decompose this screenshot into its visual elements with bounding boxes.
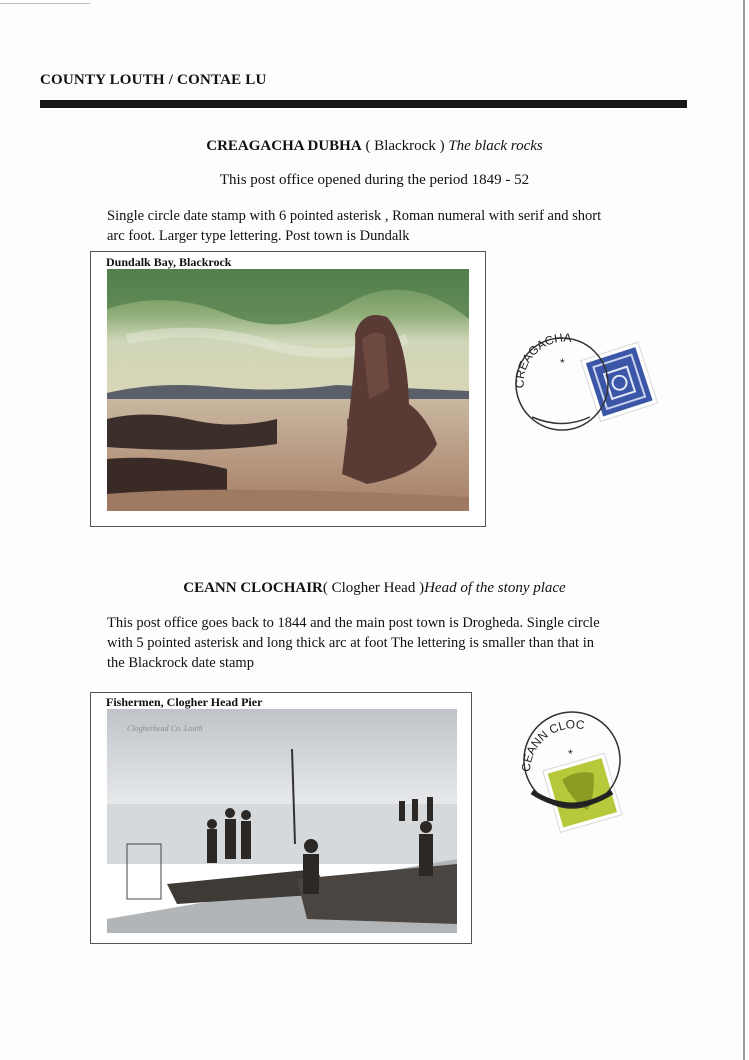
page-header: COUNTY LOUTH / CONTAE LU (40, 72, 267, 88)
description-line: This post office goes back to 1844 and the main post town is Drogheda. Single circle (107, 615, 600, 631)
english-name: ( Clogher Head ) (322, 580, 425, 596)
svg-text:*: * (560, 356, 565, 370)
postmark-text: CREAGACHA (512, 330, 572, 389)
postcard-caption: Dundalk Bay, Blackrock (106, 255, 232, 269)
page-edge (743, 0, 745, 1060)
postmark-text: CEANN CLOC (518, 717, 586, 773)
english-name: ( Blackrock ) (361, 138, 449, 154)
clogher-head-photo (107, 709, 457, 933)
page-edge-top (0, 3, 90, 4)
description-line: with 5 pointed asterisk and long thick arc at foot The lettering is smaller than that in (107, 635, 594, 651)
opened-text: This post office opened during the period 1849 - 52 (219, 172, 530, 188)
stamp-postmark-ceann-clochair (514, 706, 642, 838)
section-title-ceann-clochair (0, 580, 749, 597)
postcard-caption: Fishermen, Clogher Head Pier (106, 695, 263, 709)
blackrock-photo (107, 269, 469, 511)
meaning: The black rocks (448, 138, 543, 154)
description-ceann-clochair (107, 613, 600, 673)
postcard-blackrock (90, 251, 486, 527)
description-line: the Blackrock date stamp (107, 655, 254, 671)
section-title-creagacha (0, 138, 749, 155)
header-rule (40, 100, 687, 108)
description-creagacha (107, 206, 601, 246)
stamp-postmark-creagacha (510, 322, 660, 440)
irish-name: CEANN CLOCHAIR (183, 580, 323, 596)
irish-name: CREAGACHA DUBHA (206, 138, 362, 154)
meaning: Head of the stony place (424, 580, 566, 596)
postcard-clogher-head (90, 692, 472, 944)
svg-text:*: * (568, 747, 573, 761)
description-line: arc foot. Larger type lettering. Post town is Dundalk (107, 228, 410, 244)
description-line: Single circle date stamp with 6 pointed asterisk , Roman numeral with serif and short (107, 208, 602, 224)
photo-caption: Clogherhead Co. Louth (127, 724, 203, 733)
